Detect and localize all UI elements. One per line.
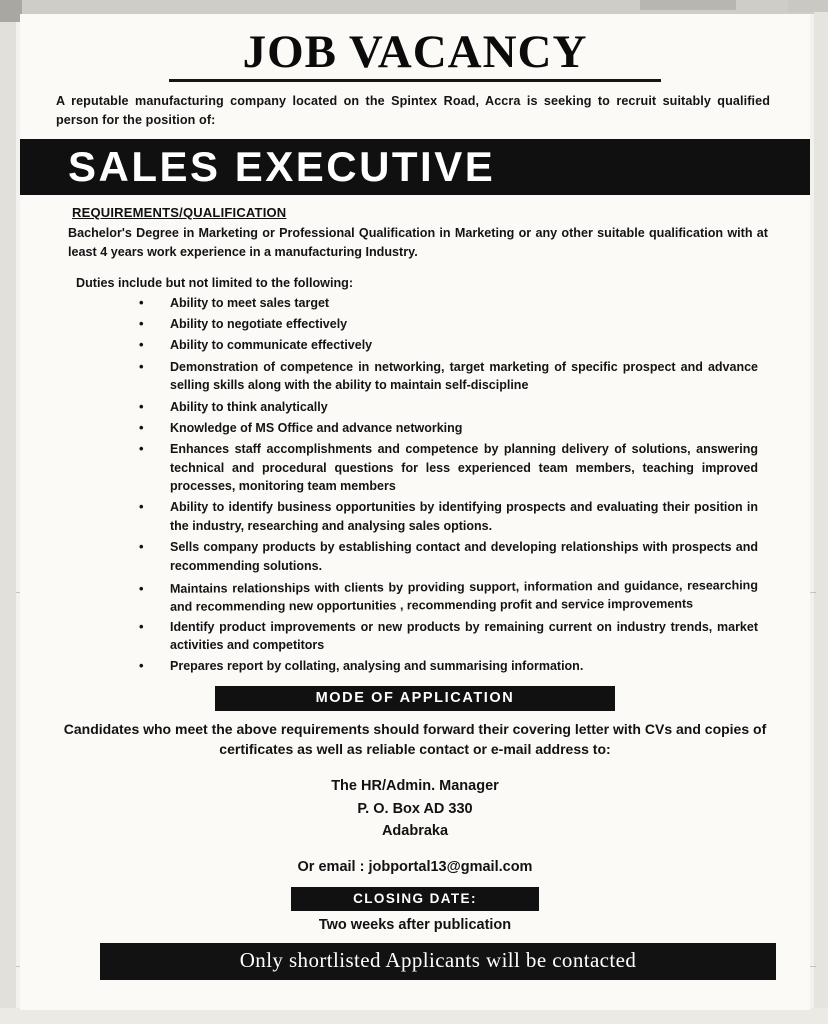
recipient-line: The HR/Admin. Manager <box>331 778 499 795</box>
list-item: • Knowledge of MS Office and advance networking <box>170 419 758 437</box>
footer-note-banner <box>100 943 776 980</box>
list-item: • Ability to meet sales target <box>170 294 758 312</box>
headline-underline <box>169 79 661 82</box>
scan-edge-left <box>0 0 16 1024</box>
po-box-line: P. O. Box AD 330 <box>357 800 473 817</box>
list-item: • Prepares report by collating, analysing and summarising information. <box>170 657 758 675</box>
list-item: • Enhances staff accomplishments and competence by planning delivery of solutions, answering technical and procedural questions for less experienced team members, teaching improved processes, monitoring team members <box>170 440 758 495</box>
scan-edge-right <box>814 0 828 1024</box>
list-item: • Demonstration of competence in networking, target marketing of specific prospect and advance selling skills along with the ability to maintain self-discipline <box>170 358 758 395</box>
scan-top-mark <box>640 0 736 10</box>
list-item: • Ability to think analytically <box>170 398 758 416</box>
list-item: • Sells company products by establishing contact and developing relationships with prospects and recommending solutions. <box>170 538 758 575</box>
position-banner <box>20 139 810 195</box>
scan-edge-bottom <box>0 1008 828 1024</box>
scan-corner-mark <box>0 0 22 22</box>
intro-paragraph: A reputable manufacturing company located on the Spintex Road, Accra is seeking to recruit suitably qualified person for the position of: <box>56 94 770 127</box>
duties-lead: Duties include but not limited to the following: <box>76 275 354 290</box>
requirements-heading: REQUIREMENTS/QUALIFICATION <box>72 204 287 220</box>
requirements-text: Bachelor's Degree in Marketing or Professional Qualification in Marketing or any other suitable qualification with at least 4 years work experience in a manufacturing Industry. <box>68 225 768 259</box>
locality-line: Adabraka <box>381 823 449 840</box>
list-item: • Identify product improvements or new products by remaining current on industry trends, market activities and competitors <box>170 618 758 655</box>
closing-date-banner: CLOSING DATE: <box>291 887 539 911</box>
job-advertisement <box>20 14 810 1010</box>
list-item: • Maintains relationships with clients by providing support, information and guidance, researching and recommending new opportunities , recommending profit and service improvements <box>170 576 758 616</box>
list-item: • Ability to negotiate effectively <box>170 315 758 333</box>
duties-list <box>38 294 772 676</box>
contact-address <box>38 775 792 842</box>
list-item: • Ability to identify business opportunities by identifying prospects and evaluating their position in the industry, researching and analysing sales options. <box>170 498 758 535</box>
mode-of-application-banner: MODE OF APPLICATION <box>215 686 615 711</box>
list-item: • Ability to communicate effectively <box>170 336 758 354</box>
page-title: JOB VACANCY <box>242 26 588 78</box>
footer-note-text: Only shortlisted Applicants will be contacted <box>239 947 637 972</box>
closing-date-value: Two weeks after publication <box>318 916 512 933</box>
position-title: SALES EXECUTIVE <box>68 142 496 190</box>
email-line: Or email : jobportal13@gmail.com <box>297 858 533 875</box>
scan-top-right-mark <box>788 0 828 12</box>
mode-of-application-text: Candidates who meet the above requirements should forward their covering letter with CVs and copies of certificates as well as reliable contact or e-mail address to: <box>63 720 767 758</box>
